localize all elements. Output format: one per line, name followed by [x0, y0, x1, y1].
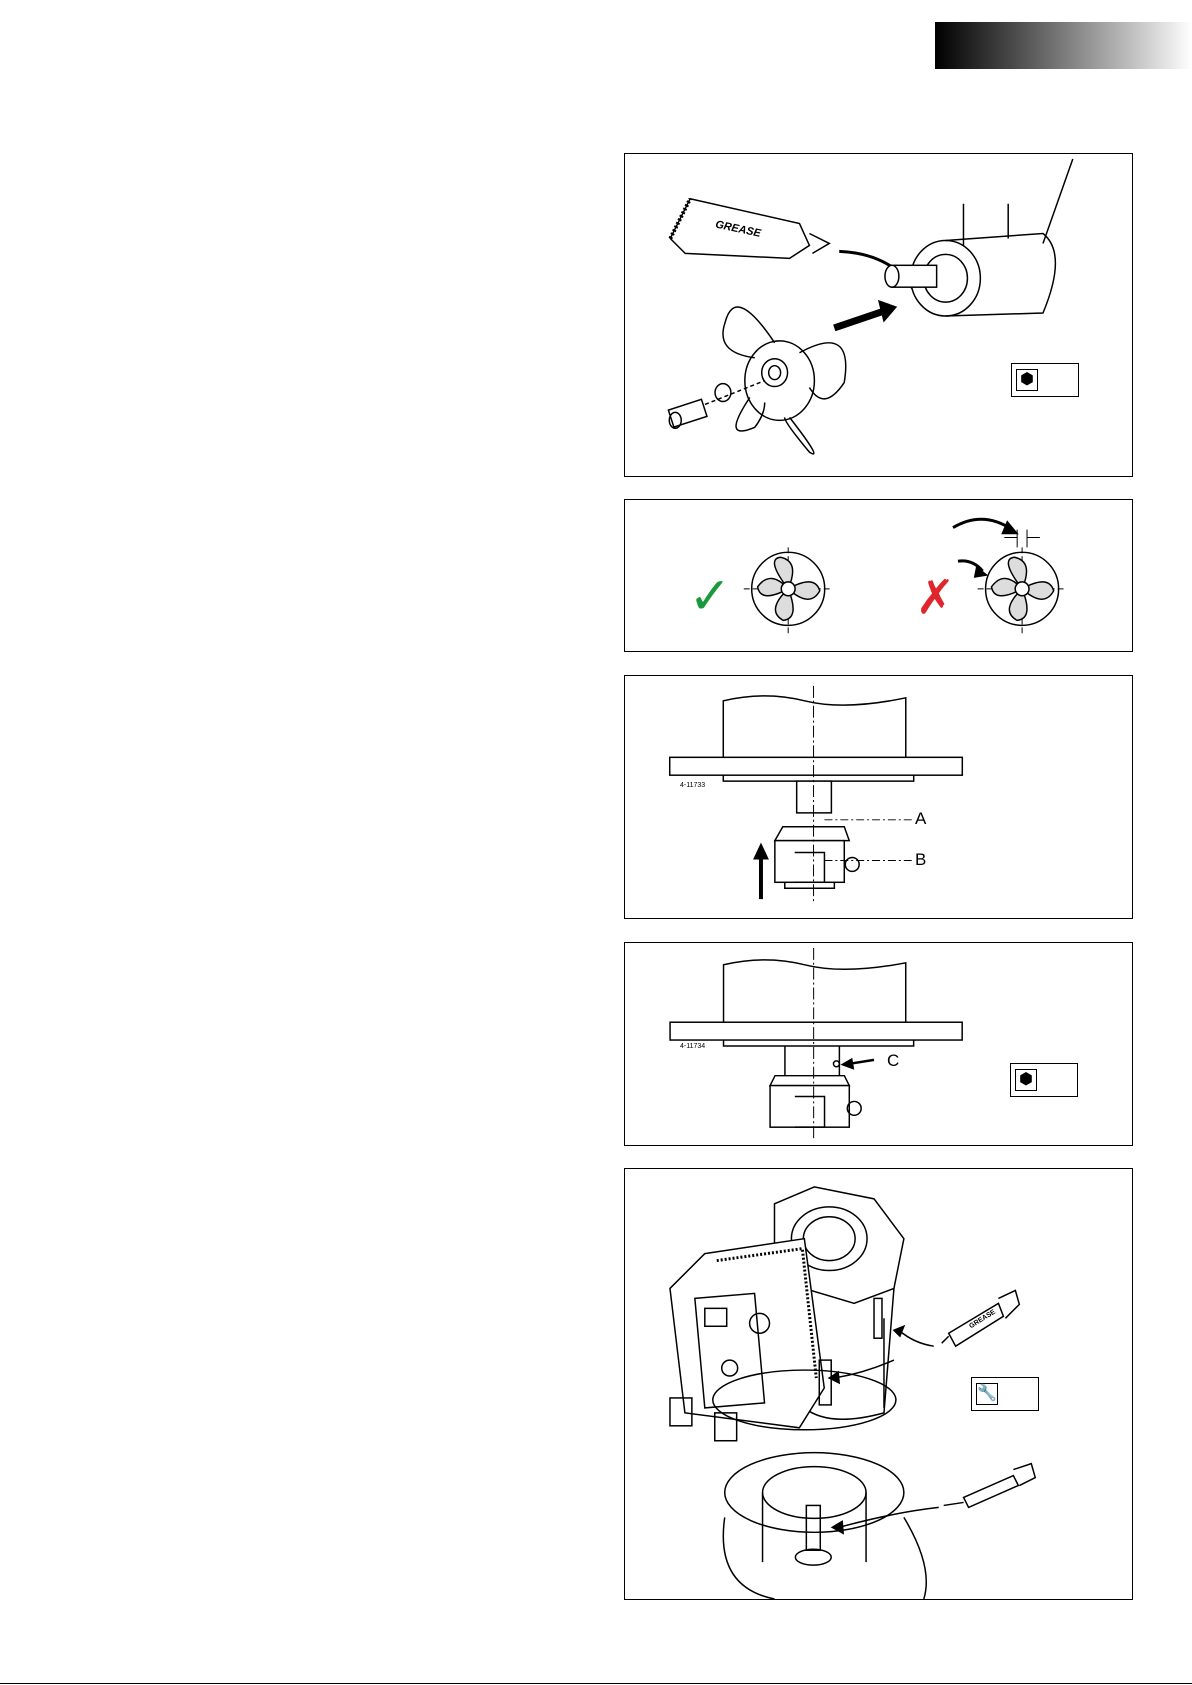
- drawing-code: 4-11734: [680, 1043, 706, 1050]
- check-mark: ✓: [688, 566, 732, 627]
- tool-symbol-box: [1011, 363, 1079, 397]
- drawing-code: 4-11733: [680, 782, 706, 789]
- motor-installation-drawing: [625, 1169, 1132, 1599]
- wrench-icon: 🔧: [976, 1383, 998, 1405]
- grease-tube-label: GREASE: [714, 218, 762, 240]
- figure-propeller-grease: [624, 153, 1133, 477]
- figure-coupling-alignment: [624, 675, 1133, 919]
- footer-rule: [0, 1683, 1192, 1684]
- figure-motor-installation: [624, 1168, 1133, 1600]
- callout-b: B: [915, 850, 927, 869]
- propeller-assembly-drawing: [625, 154, 1132, 476]
- coupling-drawing-ab: [625, 676, 1132, 918]
- hex-nut-icon: ⬢: [1016, 369, 1038, 391]
- figure-coupling-mounted: [624, 942, 1133, 1146]
- grease-tube-label: GREASE: [968, 1308, 997, 1331]
- callout-c: C: [887, 1051, 900, 1070]
- callout-a: A: [915, 809, 927, 828]
- figure-propeller-alignment: [624, 499, 1133, 652]
- alignment-drawing: [625, 500, 1132, 651]
- header-gradient-bar: [935, 22, 1192, 69]
- tool-symbol-box: [1010, 1063, 1078, 1097]
- tool-symbol-box: [971, 1377, 1039, 1411]
- cross-mark: ✗: [915, 570, 956, 626]
- hex-nut-icon: ⬢: [1015, 1069, 1037, 1091]
